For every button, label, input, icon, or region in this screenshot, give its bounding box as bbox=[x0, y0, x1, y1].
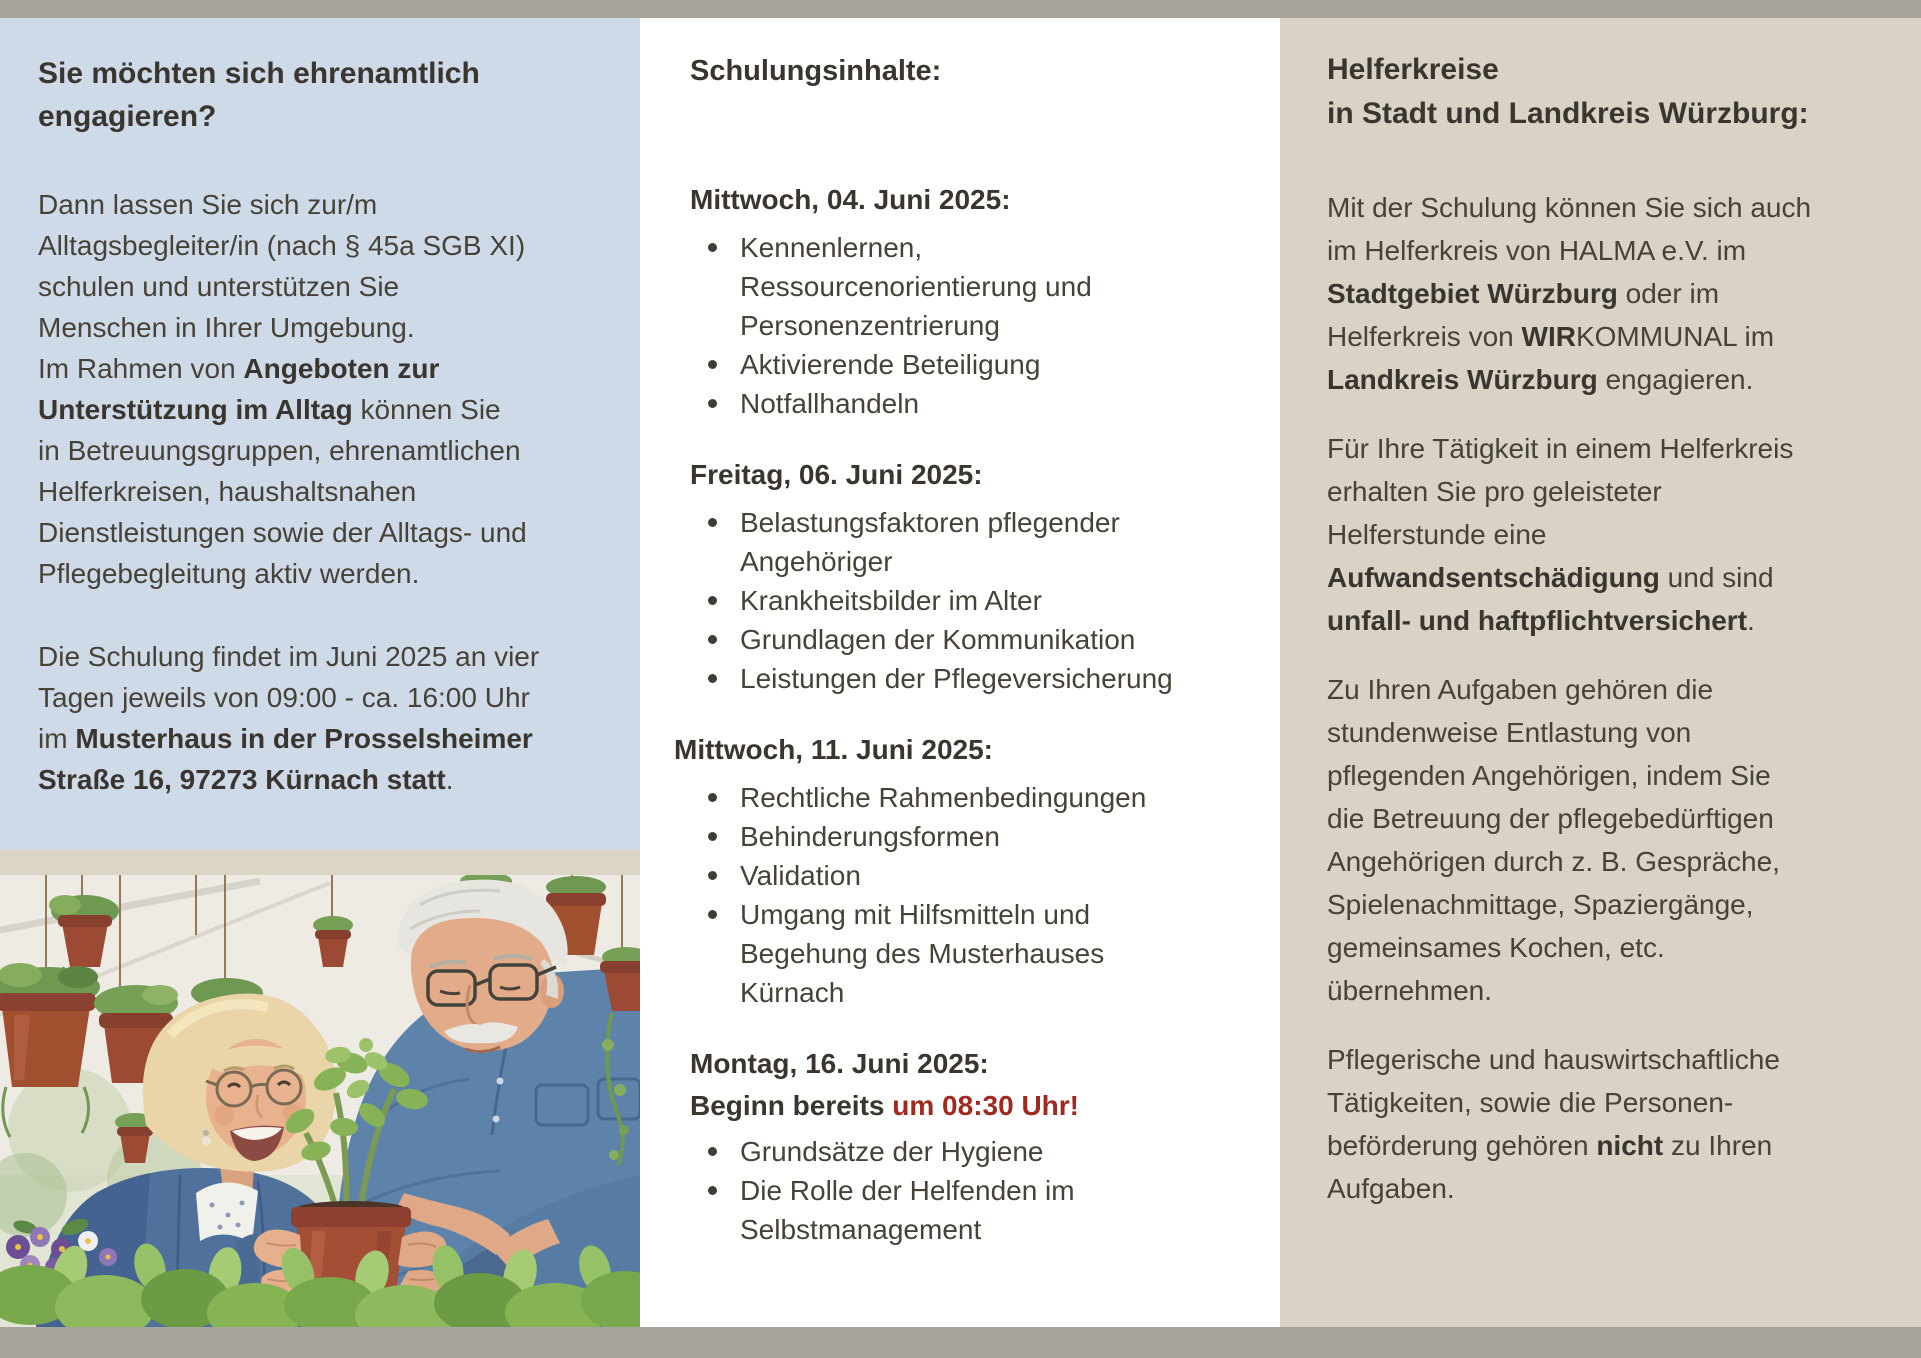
list-item: Validation bbox=[706, 856, 1230, 895]
list-item: Belastungsfaktoren pflegender Angehöriger bbox=[706, 503, 1230, 581]
middle-column bbox=[640, 18, 1280, 1327]
top-bar bbox=[0, 0, 1921, 18]
schulungsinhalte-heading: Schulungsinhalte: bbox=[690, 55, 942, 87]
list-item: Grundsätze der Hygiene bbox=[706, 1132, 1230, 1171]
session-4 bbox=[690, 1042, 1230, 1249]
volunteer-panel bbox=[0, 18, 640, 850]
list-item: Aktivierende Beteiligung bbox=[706, 345, 1230, 384]
session-2 bbox=[690, 453, 1230, 698]
session-2-topics bbox=[690, 503, 1230, 698]
list-item: Krankheitsbilder im Alter bbox=[706, 581, 1230, 620]
greenhouse-photo-illustration bbox=[0, 875, 640, 1327]
session-3-date: Mittwoch, 11. Juni 2025: bbox=[674, 734, 993, 765]
list-item: Behinderungsformen bbox=[706, 817, 1230, 856]
list-item: Rechtliche Rahmenbedingungen bbox=[706, 778, 1230, 817]
bottom-bar bbox=[0, 1327, 1921, 1358]
list-item: Kennenlernen, Ressourcenorientierung und Personenzentrierung bbox=[706, 228, 1230, 345]
training-schedule-paragraph: Die Schulung findet im Juni 2025 an vier Tagen jeweils von 09:00 - ca. 16:00 Uhr im Musterhaus in der Prosselsheimer Straße 16, 97273 Kürnach statt. bbox=[38, 641, 540, 795]
session-4-start-time-note: Beginn bereits um 08:30 Uhr! bbox=[690, 1090, 1079, 1121]
tasks-paragraph: Zu Ihren Aufgaben gehören die stundenweise Entlastung von pflegenden Angehörigen, indem Sie die Betreuung der pflegebedürftigen Angehörigen durch z. B. Gespräche, Spielenachmittage, Spaziergänge, gemeinsames Kochen, etc. übernehmen. bbox=[1327, 674, 1780, 1006]
volunteer-heading: Sie möchten sich ehrenamtlich engagieren? bbox=[38, 57, 480, 133]
list-item: Notfallhandeln bbox=[706, 384, 1230, 423]
greenhouse-photo bbox=[0, 875, 640, 1327]
helferkreise-heading: Helferkreise in Stadt und Landkreis Würzburg: bbox=[1327, 53, 1809, 130]
session-2-date: Freitag, 06. Juni 2025: bbox=[690, 459, 983, 490]
session-1 bbox=[690, 178, 1230, 423]
session-3-topics bbox=[690, 778, 1230, 1012]
list-item: Leistungen der Pflegeversicherung bbox=[706, 659, 1230, 698]
volunteer-intro-paragraph: Dann lassen Sie sich zur/m Alltagsbegleiter/in (nach § 45a SGB XI) schulen und unterstützen Sie Menschen in Ihrer Umgebung. Im Rahmen von Angeboten zur Unterstützung im Alltag können Sie in Betreuungsgruppen, ehrenamtlichen Helferkreisen, haushaltsnahen Dienstleistungen sowie der Alltags- und Pflegebegleitung aktiv werden. bbox=[38, 189, 527, 589]
left-column bbox=[0, 18, 640, 1327]
session-1-date: Mittwoch, 04. Juni 2025: bbox=[690, 184, 1011, 215]
list-item: Grundlagen der Kommunikation bbox=[706, 620, 1230, 659]
content-columns bbox=[0, 18, 1921, 1327]
session-4-date: Montag, 16. Juni 2025: bbox=[690, 1048, 989, 1079]
list-item: Umgang mit Hilfsmitteln und Begehung des Musterhauses Kürnach bbox=[706, 895, 1230, 1012]
session-1-topics bbox=[690, 228, 1230, 423]
session-4-topics bbox=[690, 1132, 1230, 1249]
excluded-tasks-paragraph: Pflegerische und hauswirtschaftliche Tätigkeiten, sowie die Personen- beförderung gehören nicht zu Ihren Aufgaben. bbox=[1327, 1044, 1780, 1204]
list-item: Die Rolle der Helfenden im Selbstmanagement bbox=[706, 1171, 1230, 1249]
panel-photo-gap bbox=[0, 850, 640, 875]
session-3 bbox=[674, 728, 1230, 1012]
helferkreis-membership-paragraph: Mit der Schulung können Sie sich auch im Helferkreis von HALMA e.V. im Stadtgebiet Würzburg oder im Helferkreis von WIRKOMMUNAL im Landkreis Würzburg engagieren. bbox=[1327, 192, 1812, 395]
compensation-paragraph: Für Ihre Tätigkeit in einem Helferkreis erhalten Sie pro geleisteter Helferstunde eine Aufwandsentschädigung und sind unfall- und haftpflichtversichert. bbox=[1327, 433, 1794, 636]
right-column bbox=[1280, 18, 1921, 1327]
